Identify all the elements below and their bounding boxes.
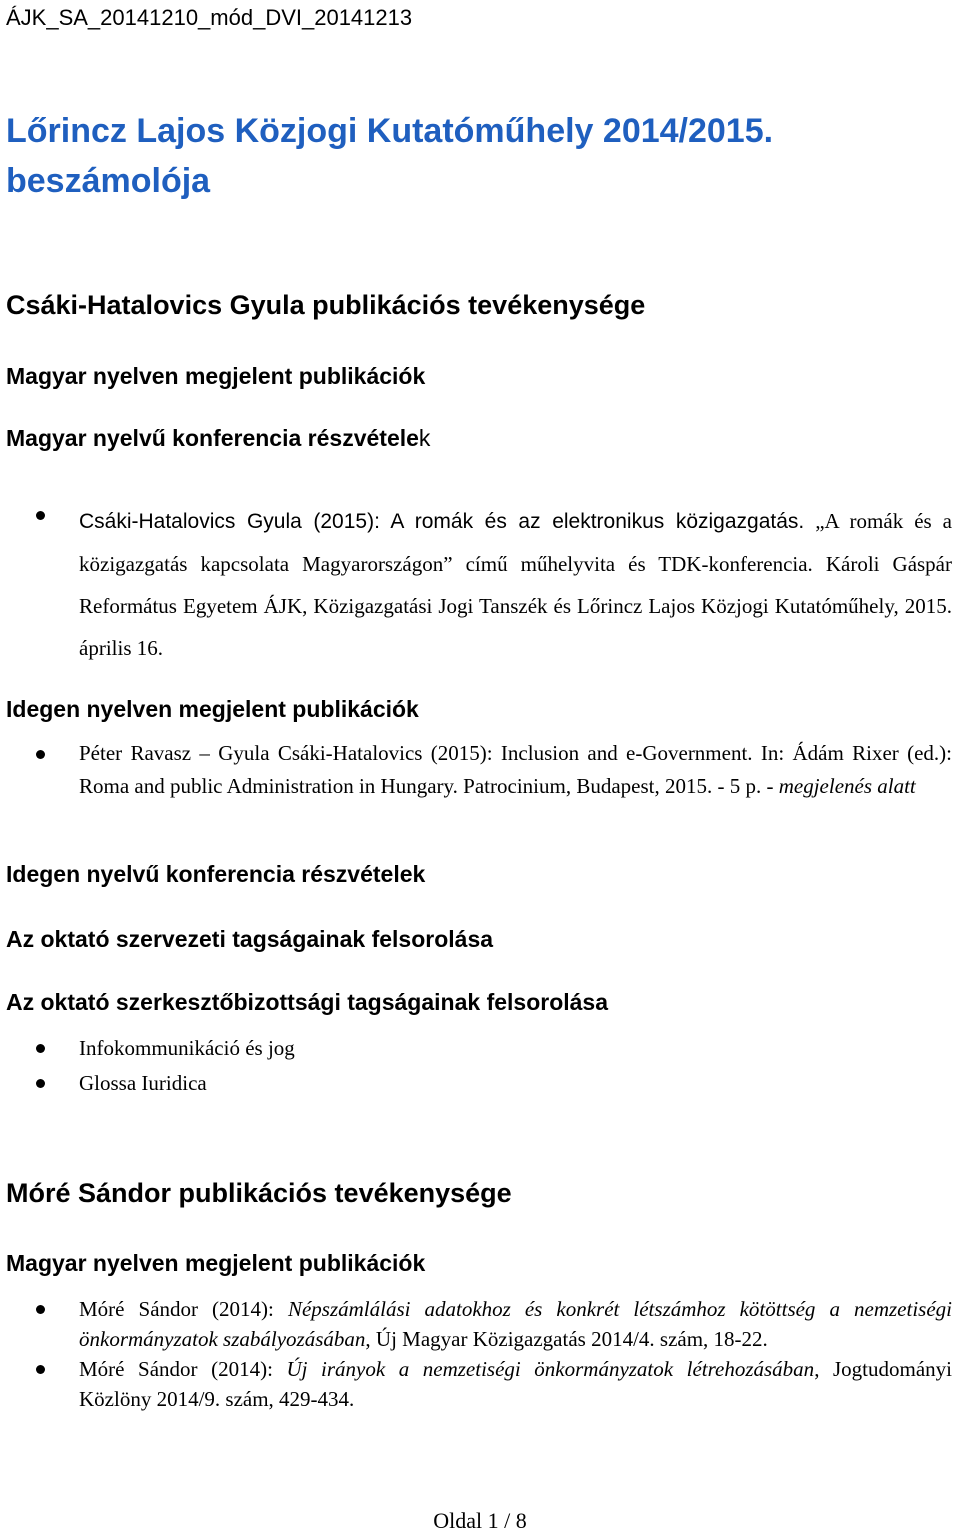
subheading-magyar-konferencia: Magyar nyelvű konferencia részvételek bbox=[6, 425, 431, 451]
subheading-magyar-publikaciok: Magyar nyelven megjelent publikációk bbox=[6, 363, 426, 389]
bullet-icon bbox=[36, 1305, 45, 1314]
document-title-line2: beszámolója bbox=[6, 162, 211, 200]
conference-citation-author: Csáki-Hatalovics Gyula (2015): A romák és az elektronikus közigazgatás. bbox=[79, 510, 805, 533]
publication-author: Móré Sándor (2014): bbox=[79, 1297, 288, 1321]
subheading-idegen-publikaciok: Idegen nyelven megjelent publikációk bbox=[6, 696, 419, 722]
publication-citation: Péter Ravasz – Gyula Csáki-Hatalovics (2015): Inclusion and e-Government. In: Ádám Rixer (ed.): Roma and public Administration in Hungary. Patrocinium, Budapest, 2015. - 5 p. - bbox=[79, 741, 952, 798]
bullet-icon bbox=[36, 750, 45, 759]
list-item bbox=[0, 1354, 952, 1414]
page-number-footer: Oldal 1 / 8 bbox=[433, 1508, 527, 1533]
subheading-szervezeti-tagsag: Az oktató szervezeti tagságainak felsorolása bbox=[6, 926, 494, 952]
list-item bbox=[0, 500, 952, 669]
editorial-board-item: Glossa Iuridica bbox=[79, 1071, 207, 1095]
document-id-header: ÁJK_SA_20141210_mód_DVI_20141213 bbox=[6, 5, 413, 30]
editorial-board-item: Infokommunikáció és jog bbox=[79, 1036, 295, 1060]
list-item bbox=[0, 737, 952, 803]
subheading-magyar-publikaciok-2: Magyar nyelven megjelent publikációk bbox=[6, 1250, 426, 1276]
section-heading-more: Móré Sándor publikációs tevékenysége bbox=[6, 1178, 512, 1208]
publication-status: megjelenés alatt bbox=[778, 774, 916, 798]
section-heading-csaki: Csáki-Hatalovics Gyula publikációs tevékenysége bbox=[6, 290, 646, 320]
editorial-board-list bbox=[0, 1031, 952, 1101]
list-item bbox=[0, 1066, 952, 1101]
hungarian-publication-list bbox=[0, 1294, 952, 1414]
list-item bbox=[0, 1294, 952, 1354]
publication-author: Móré Sándor (2014): bbox=[79, 1357, 287, 1381]
publication-source: , Új Magyar Közigazgatás 2014/4. szám, 18-22. bbox=[365, 1327, 768, 1351]
bullet-icon bbox=[36, 1079, 45, 1088]
publication-source: , Jogtudományi Közlöny 2014/9. szám, 429-434. bbox=[79, 1357, 952, 1411]
subheading-idegen-konferencia: Idegen nyelvű konferencia részvételek bbox=[6, 861, 426, 887]
bullet-icon bbox=[36, 1365, 45, 1374]
bullet-icon bbox=[36, 511, 45, 520]
list-item bbox=[0, 1031, 952, 1066]
publication-title: Új irányok a nemzetiségi önkormányzatok létrehozásában bbox=[286, 1357, 815, 1381]
publication-title: Népszámlálási adatokhoz és konkrét létszámhoz kötöttség a nemzetiségi önkormányzatok szabályozásában bbox=[79, 1297, 952, 1351]
subheading-szerkesztobizottsag: Az oktató szerkesztőbizottsági tagságainak felsorolása bbox=[6, 989, 609, 1015]
bullet-icon bbox=[36, 1044, 45, 1053]
conference-citation-event: „A romák és a közigazgatás kapcsolata Magyarországon” című műhelyvita bbox=[79, 509, 952, 576]
foreign-publication-list bbox=[0, 737, 952, 803]
document-title-line1: Lőrincz Lajos Közjogi Kutatóműhely 2014/2015. bbox=[6, 112, 774, 150]
document-title bbox=[6, 106, 773, 206]
conference-citation-venue: és TDK-konferencia. Károli Gáspár Református Egyetem ÁJK, Közigazgatási Jogi Tanszék és Lőrincz Lajos Közjogi Kutatóműhely, 2015. április 16. bbox=[79, 552, 952, 660]
conference-list bbox=[0, 500, 952, 669]
